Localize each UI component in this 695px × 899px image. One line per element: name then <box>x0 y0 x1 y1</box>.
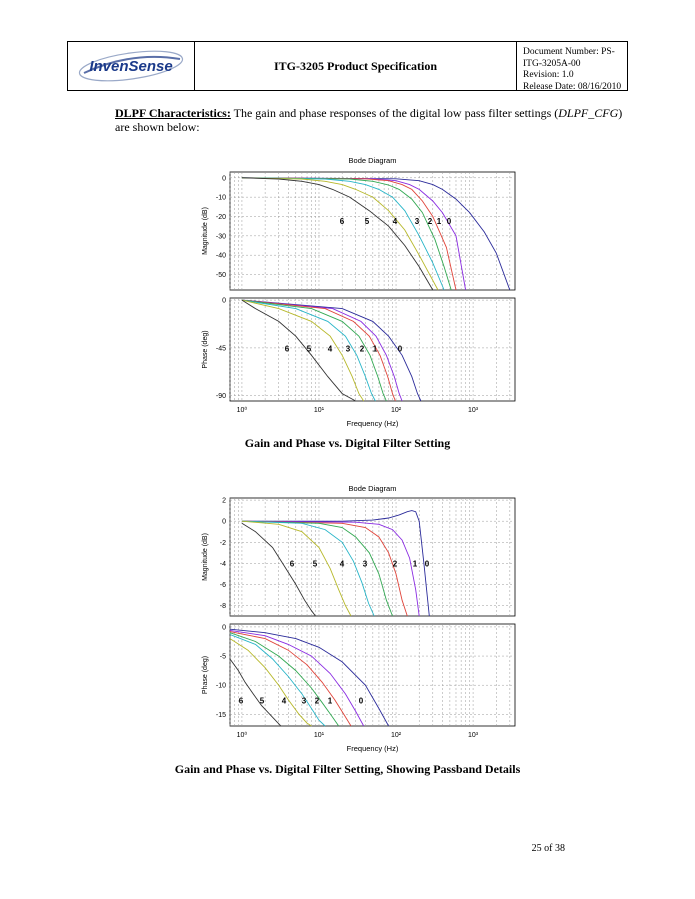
curve-label: 6 <box>238 696 244 706</box>
x-tick-label: 10¹ <box>313 407 325 414</box>
page-header <box>67 41 628 91</box>
y-tick-label: -4 <box>219 560 226 568</box>
curve-label: 1 <box>372 344 378 354</box>
curve-label: 3 <box>362 559 368 569</box>
page-number: 25 of 38 <box>531 843 565 854</box>
chart-title: Bode Diagram <box>348 156 397 165</box>
curve-label: 3 <box>301 696 307 706</box>
curve-label: 6 <box>284 344 290 354</box>
curve-label: 2 <box>359 344 365 354</box>
intro-param: DLPF_CFG <box>558 106 619 120</box>
curve-label: 2 <box>392 559 398 569</box>
curve-label: 4 <box>281 696 287 706</box>
y-tick-label: 0 <box>222 518 226 526</box>
y-tick-label: -40 <box>215 252 226 260</box>
x-tick-label: 10¹ <box>313 732 325 739</box>
y-tick-label: -2 <box>219 539 226 547</box>
y-tick-label: -6 <box>219 581 226 589</box>
y-tick-label: -8 <box>219 602 226 610</box>
curve-label: 4 <box>327 344 333 354</box>
x-tick-label: 10⁰ <box>236 407 248 414</box>
logo-text: InvenSense <box>89 58 173 75</box>
plot-frame <box>230 498 515 616</box>
curve-label: 1 <box>436 216 442 226</box>
curve-label: 5 <box>312 559 318 569</box>
y-tick-label: -30 <box>215 233 226 241</box>
bode-chart-2 <box>195 480 535 760</box>
doc-release-date: Release Date: 08/16/2010 <box>523 81 622 92</box>
y-axis-label: Magnitude (dB) <box>202 207 209 255</box>
y-tick-label: -10 <box>215 194 226 202</box>
curve-label: 1 <box>327 696 333 706</box>
doc-number: Document Number: PS-ITG-3205A-00 <box>523 47 615 69</box>
chart-title: Bode Diagram <box>348 484 397 493</box>
y-tick-label: -45 <box>215 345 226 353</box>
y-tick-label: -50 <box>215 272 226 280</box>
intro-text-2: ) are shown below: <box>115 106 623 134</box>
caption-1: Gain and Phase vs. Digital Filter Setting <box>244 436 451 450</box>
curve-label: 4 <box>339 559 345 569</box>
y-tick-label: -5 <box>219 653 226 661</box>
curve-label: 6 <box>289 559 295 569</box>
plot-frame <box>230 172 515 290</box>
curve-label: 0 <box>446 216 452 226</box>
curve-label: 5 <box>306 344 312 354</box>
doc-meta <box>517 42 627 90</box>
intro-label: DLPF Characteristics: <box>115 106 231 120</box>
y-axis-label: Phase (deg) <box>202 655 209 695</box>
curve-label: 4 <box>392 216 398 226</box>
x-axis-label: Frequency (Hz) <box>346 419 399 428</box>
x-tick-label: 10² <box>390 407 402 414</box>
curve-label: 2 <box>427 216 433 226</box>
y-tick-label: 2 <box>222 497 226 505</box>
y-tick-label: -15 <box>215 711 226 719</box>
x-tick-label: 10³ <box>468 732 479 739</box>
x-tick-label: 10² <box>390 732 402 739</box>
curve-label: 1 <box>412 559 418 569</box>
y-tick-label: -90 <box>215 393 226 401</box>
x-axis-label: Frequency (Hz) <box>346 744 399 753</box>
curve-label: 3 <box>345 344 351 354</box>
x-tick-label: 10³ <box>468 407 479 414</box>
y-tick-label: -10 <box>215 682 226 690</box>
curve-label: 2 <box>314 696 320 706</box>
y-axis-label: Magnitude (dB) <box>202 533 209 581</box>
magnitude-panel <box>202 498 515 616</box>
y-tick-label: 0 <box>222 297 226 305</box>
curve-label: 0 <box>358 696 364 706</box>
invensense-logo <box>76 49 186 83</box>
curve-label: 0 <box>397 344 403 354</box>
doc-title: ITG-3205 Product Specification <box>195 42 517 90</box>
intro-paragraph <box>115 106 625 134</box>
bode-chart-1 <box>195 152 535 432</box>
y-tick-label: 0 <box>222 175 226 183</box>
phase-panel <box>202 298 515 428</box>
curve-label: 5 <box>259 696 265 706</box>
y-tick-label: 0 <box>222 624 226 632</box>
curve-label: 3 <box>414 216 420 226</box>
curve-label: 0 <box>424 559 430 569</box>
y-axis-label: Phase (deg) <box>202 330 209 369</box>
x-tick-label: 10⁰ <box>236 732 248 739</box>
doc-revision: Revision: 1.0 <box>523 70 574 80</box>
logo-cell <box>68 42 195 90</box>
phase-panel <box>202 624 515 753</box>
intro-text-1: The gain and phase responses of the digital low pass filter settings ( <box>230 106 559 120</box>
y-tick-label: -20 <box>215 213 226 221</box>
curve-label: 5 <box>364 216 370 226</box>
plot-frame <box>230 624 515 726</box>
caption-2: Gain and Phase vs. Digital Filter Setting, Showing Passband Details <box>174 762 521 776</box>
curve-label: 6 <box>339 216 345 226</box>
magnitude-panel <box>202 172 515 290</box>
